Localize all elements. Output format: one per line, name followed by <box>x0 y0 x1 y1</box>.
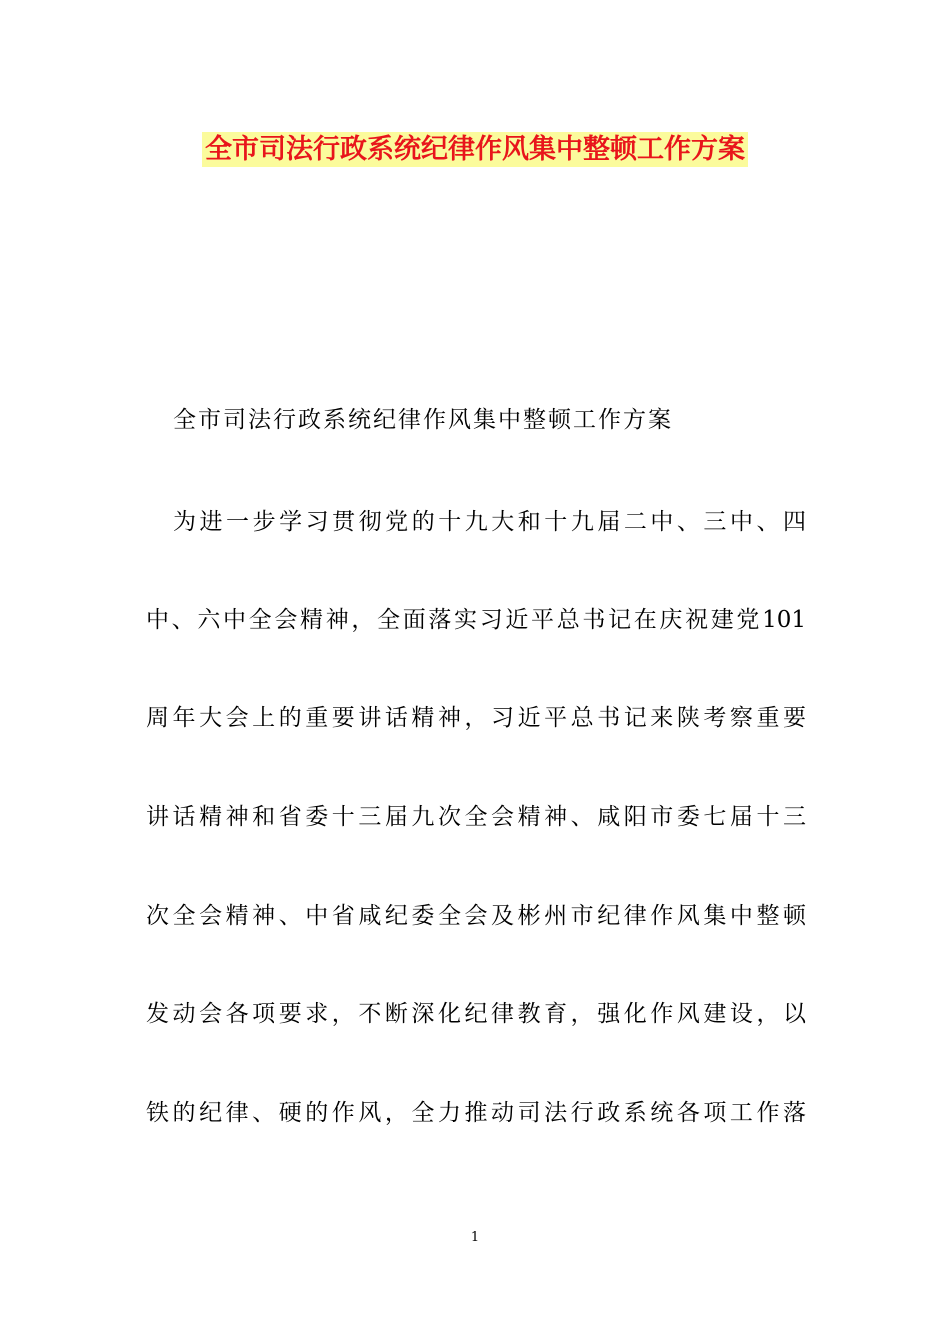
page-number: 1 <box>470 1230 480 1245</box>
document-title <box>0 128 950 172</box>
paragraph-line: 次全会精神、中省咸纪委全会及彬州市纪律作风集中整顿 <box>146 903 806 929</box>
paragraph-line: 中、六中全会精神，全面落实习近平总书记在庆祝建党101 <box>146 607 806 633</box>
paragraph-line: 讲话精神和省委十三届九次全会精神、咸阳市委七届十三 <box>146 804 806 830</box>
document-subtitle: 全市司法行政系统纪律作风集中整顿工作方案 <box>173 407 673 433</box>
paragraph-line: 发动会各项要求，不断深化纪律教育，强化作风建设，以 <box>146 1001 806 1027</box>
paragraph-line: 铁的纪律、硬的作风，全力推动司法行政系统各项工作落 <box>146 1100 806 1126</box>
paragraph-line: 为进一步学习贯彻党的十九大和十九届二中、三中、四 <box>173 509 806 535</box>
paragraph-line: 周年大会上的重要讲话精神，习近平总书记来陕考察重要 <box>146 705 806 731</box>
document-title-text: 全市司法行政系统纪律作风集中整顿工作方案 <box>202 132 748 167</box>
